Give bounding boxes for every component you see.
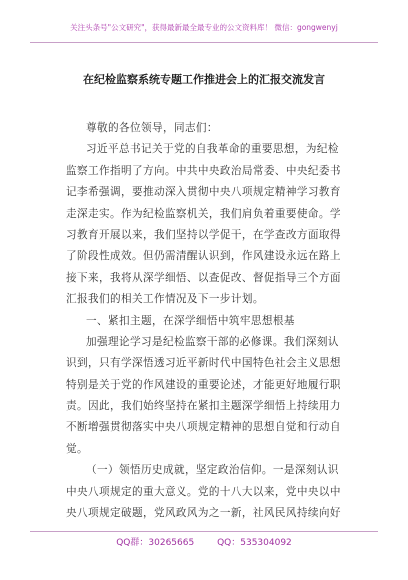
body-line: 不断增强贯彻落实中央八项规定精神的思想自觉和行动自: [66, 421, 341, 434]
salutation-line: 尊敬的各位领导，同志们：: [86, 122, 218, 134]
page-header: 关注头条号"公文研究"，获得最新最全最专业的公文资料库！ 微信：gongwenyj: [70, 23, 338, 32]
body-line: 监察工作指明了方向。中共中央政治局常委、中央纪委书: [66, 164, 341, 177]
body-line: 接下来，我将从深学细悟、以查促改、督促指导三个方面: [66, 271, 341, 284]
body-line: 记李希强调，要推动深入贯彻中央八项规定精神学习教育: [66, 186, 341, 199]
body-line: 特别是关于党的作风建设的重要论述，才能更好地履行职: [66, 378, 341, 391]
body-line: 走深走实。作为纪检监察机关，我们肩负着重要使命。学: [66, 207, 341, 220]
body-line: 觉。: [66, 442, 88, 455]
body-line: 习教育开展以来，我们坚持以学促干，在学查改方面取得: [66, 228, 341, 241]
footer-qq-contact: QQ：535304092: [217, 538, 292, 548]
body-line: 了阶段性成效。但仍需清醒认识到，作风建设永远在路上: [66, 250, 341, 263]
body-line: 责。因此，我们始终坚持在紧扣主题深学细悟上持续用力: [66, 400, 341, 413]
body-line: 中央八项规定的重大意义。党的十八大以来，党中央以中: [66, 485, 341, 498]
document-title: 在纪检监察系统专题工作推进会上的汇报交流发言: [83, 73, 325, 86]
body-line: 加强理论学习是纪检监察干部的必修课。我们深刻认: [86, 335, 339, 348]
footer-qq-group: QQ群：30265665: [116, 538, 195, 548]
subsection-line: （一）领悟历史成就，坚定政治信仰。一是深刻认识: [86, 464, 339, 477]
page-footer: [0, 535, 408, 548]
document-body: [66, 118, 352, 524]
body-line: 央八项规定破题，党风政风为之一新，社风民风持续向好: [66, 507, 341, 520]
body-line: 习近平总书记关于党的自我革命的重要思想，为纪检: [86, 143, 339, 156]
section-heading: 一、紧扣主题，在深学细悟中筑牢思想根基: [86, 314, 295, 327]
footer-divider: [30, 531, 378, 532]
body-line: 识到，只有学深悟透习近平新时代中国特色社会主义思想: [66, 357, 341, 370]
body-line: 汇报我们的相关工作情况及下一步计划。: [66, 293, 264, 306]
header-divider: [30, 42, 378, 43]
